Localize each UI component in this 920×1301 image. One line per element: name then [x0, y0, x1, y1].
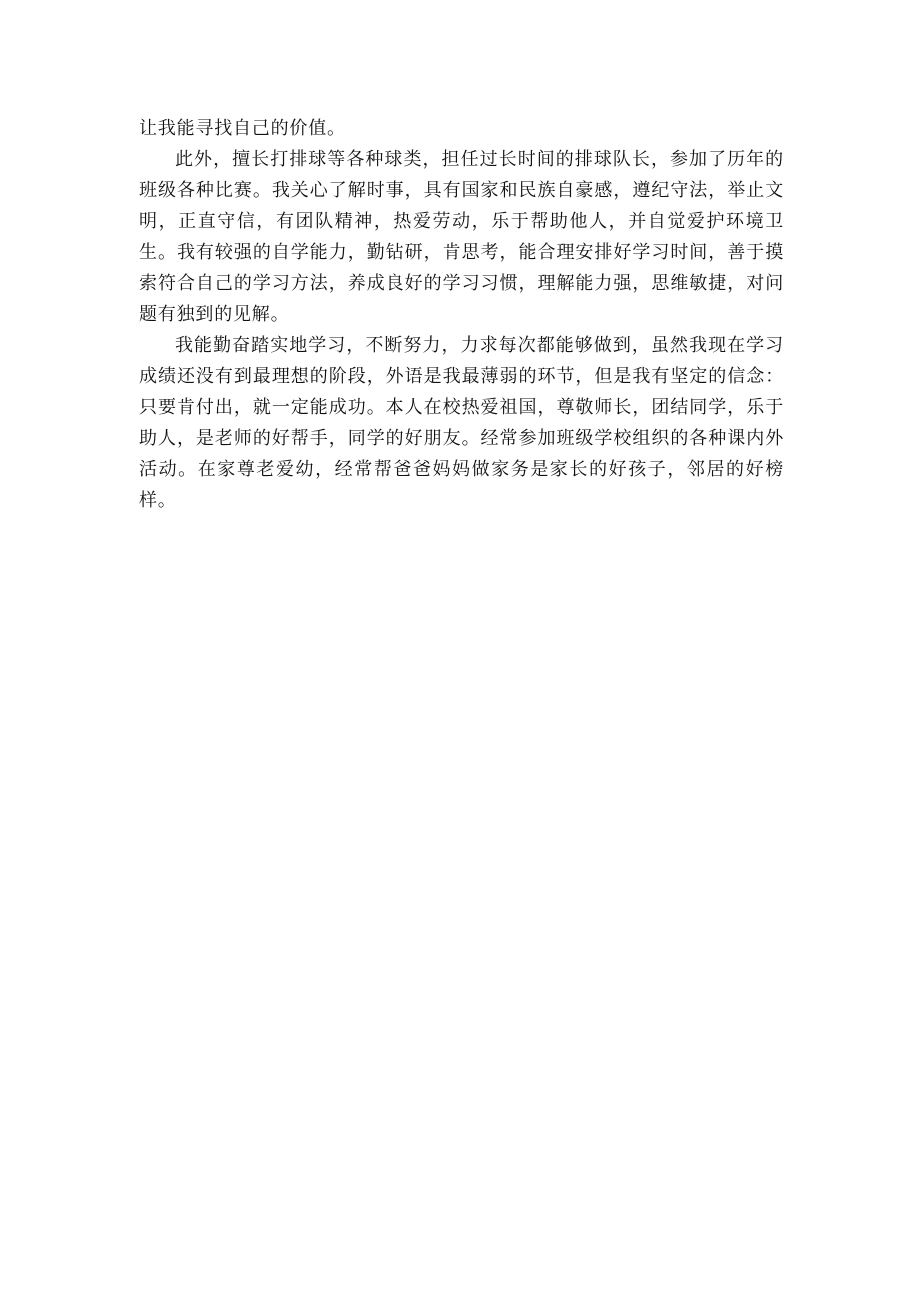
paragraph-sports-and-character: 此外，擅长打排球等各种球类，担任过长时间的排球队长，参加了历年的班级各种比赛。我关心了解时事，具有国家和民族自豪感，遵纪守法，举止文明，正直守信，有团队精神，热爱劳动，乐于帮助他人，并自觉爱护环境卫生。我有较强的自学能力，勤钻研，肯思考，能合理安排好学习时间，善于摸索符合自己的学习方法，养成良好的学习习惯，理解能力强，思维敏捷，对问题有独到的见解。	[139, 149, 784, 325]
paragraph-study-and-conduct: 我能勤奋踏实地学习，不断努力，力求每次都能够做到，虽然我现在学习成绩还没有到最理想的阶段，外语是我最薄弱的环节，但是我有坚定的信念：只要肯付出，就一定能成功。本人在校热爱祖国，尊敬师长，团结同学，乐于助人，是老师的好帮手，同学的好朋友。经常参加班级学校组织的各种课内外活动。在家尊老爱幼，经常帮爸爸妈妈做家务是家长的好孩子，邻居的好榜样。	[139, 335, 784, 511]
document-body	[139, 113, 784, 516]
paragraph-continuation: 让我能寻找自己的价值。	[139, 118, 346, 139]
